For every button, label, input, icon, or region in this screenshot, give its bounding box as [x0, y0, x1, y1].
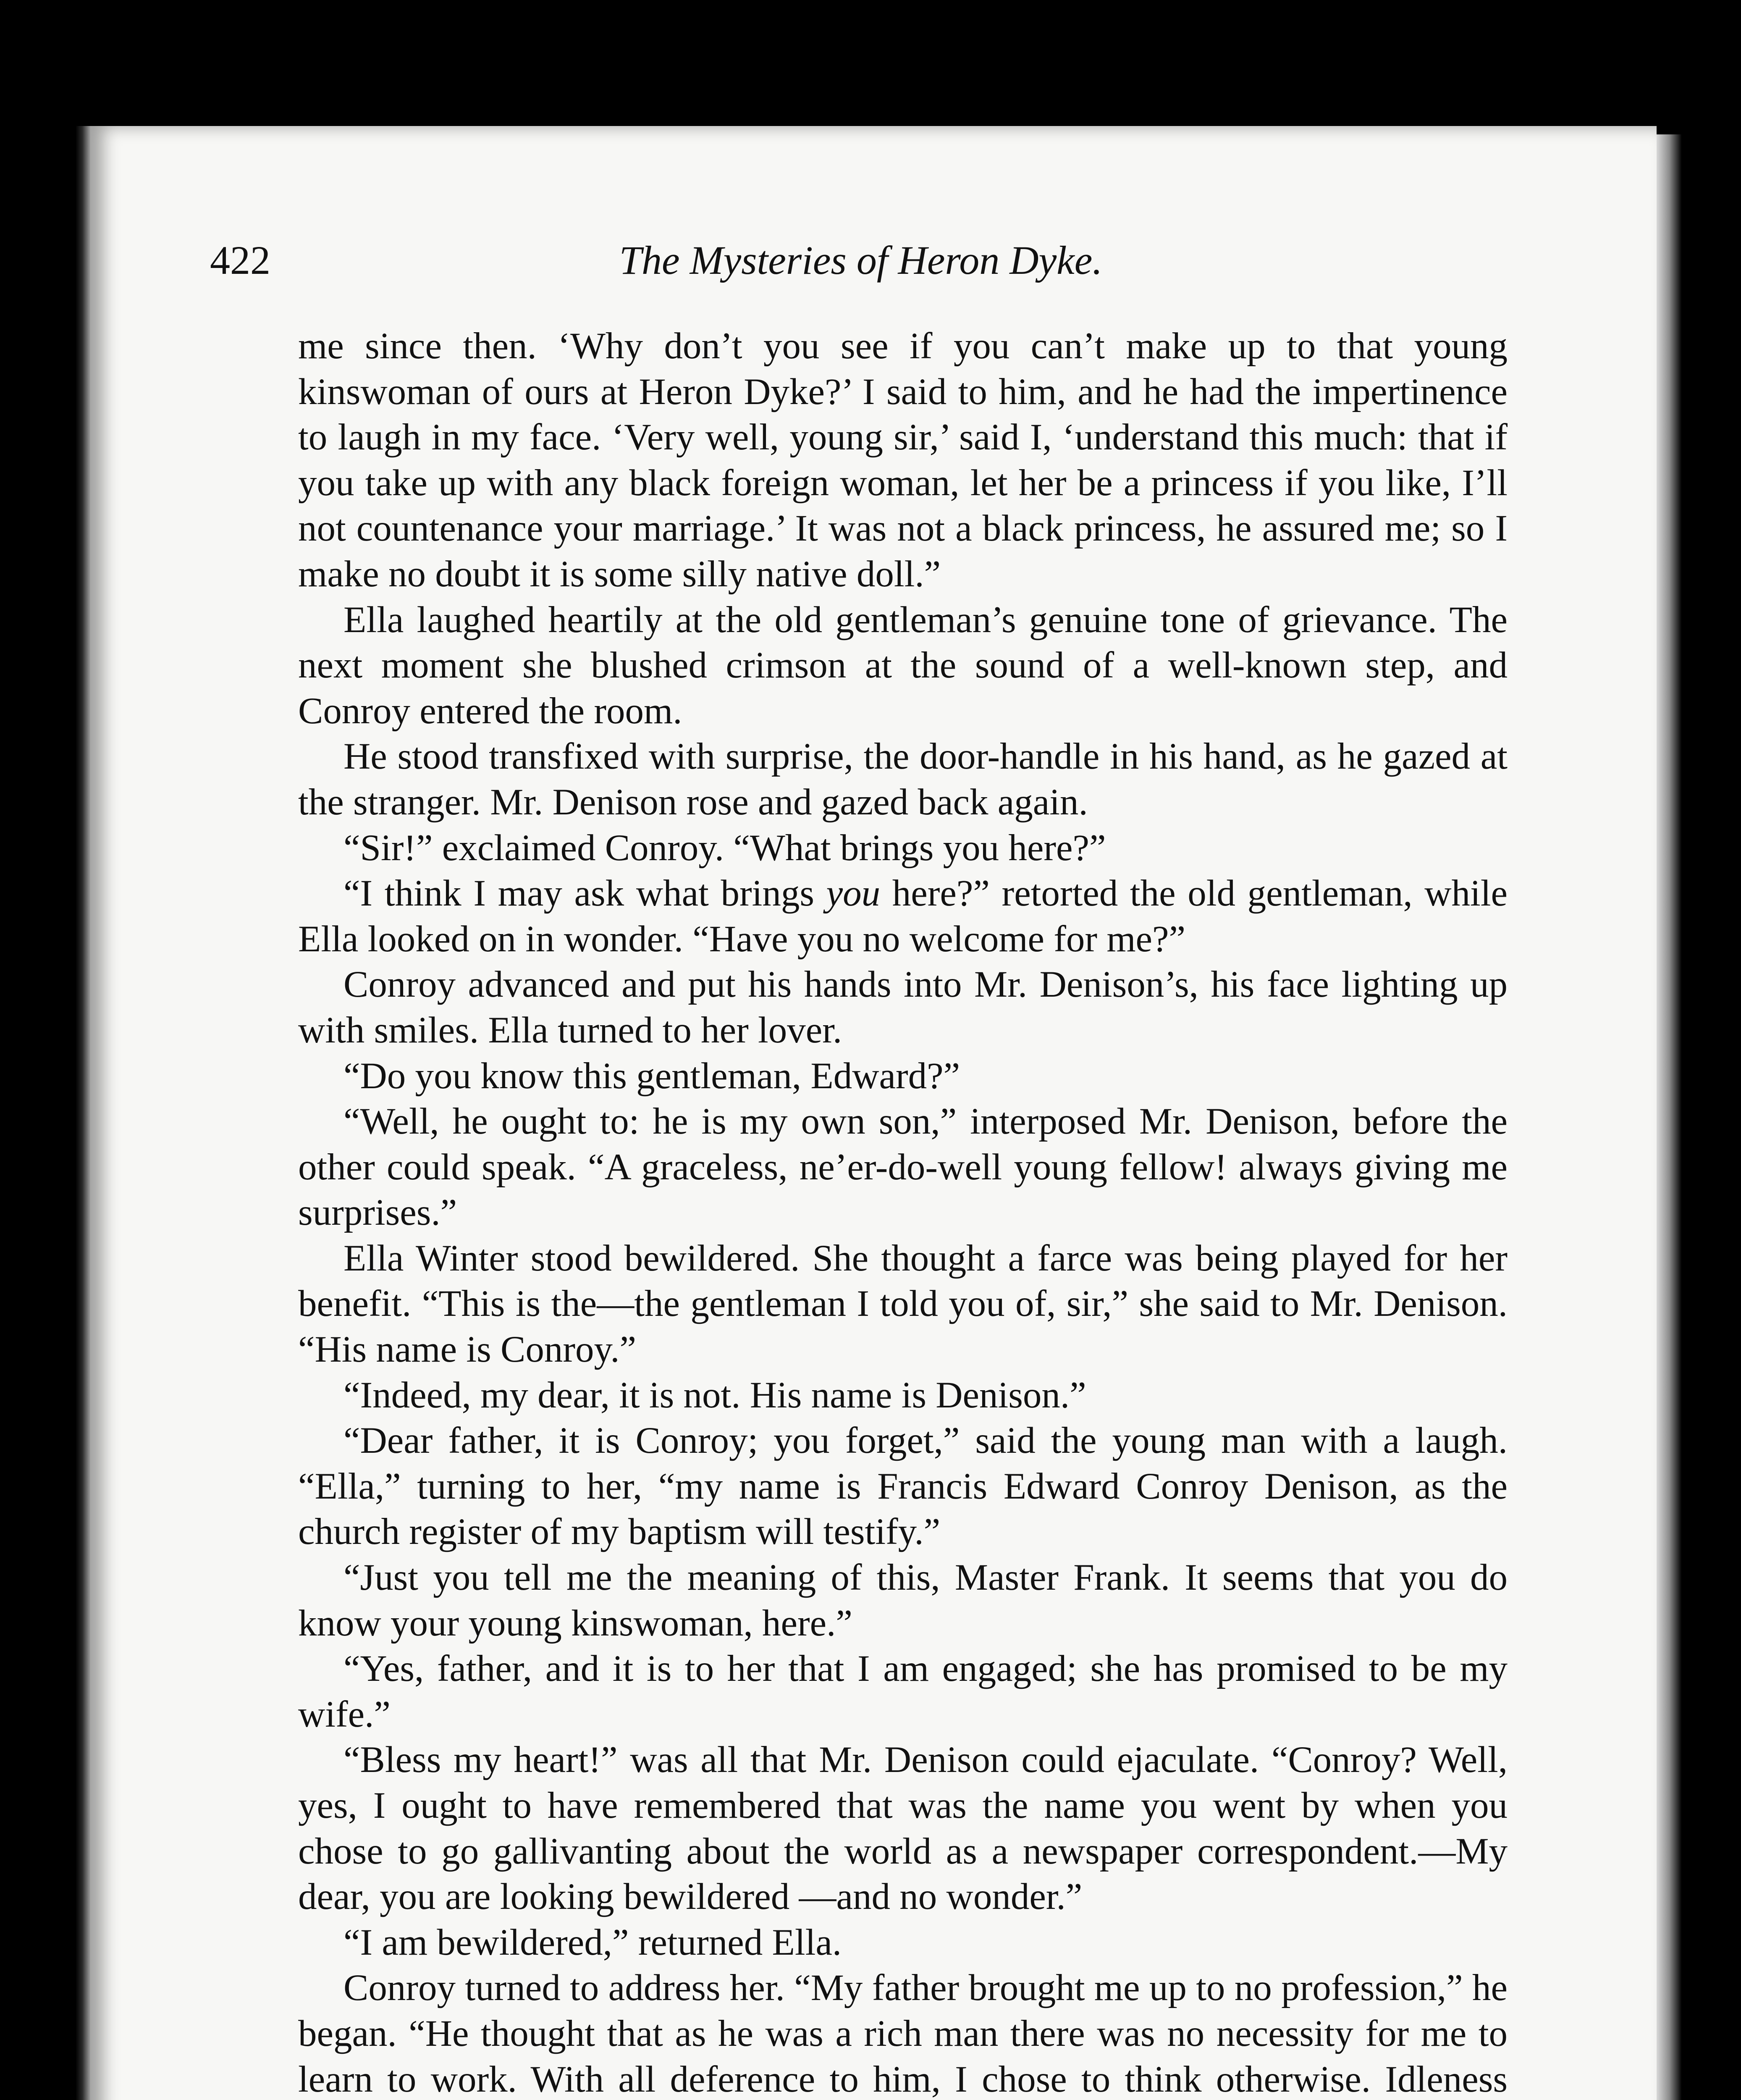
page-binding-shadow: [76, 126, 92, 2100]
paragraph: “Do you know this gentleman, Edward?”: [343, 1055, 960, 1097]
running-title: The Mysteries of Heron Dyke.: [619, 238, 1103, 283]
paragraph: “Bless my heart!” was all that Mr. Denison could ejaculate. “Conroy? Well, yes, I ought to have remembered that was the name you went by when you chose to go gallivanting about the world as a newspaper correspondent.—My dear, you are looking bewildered —and no wonder.”: [298, 1739, 1508, 1918]
page-stack-edge: [1657, 134, 1682, 2100]
paragraph: “Dear father, it is Conroy; you forget,” said the young man with a laugh. “Ella,” turning to her, “my name is Francis Edward Conroy Denison, as the church register of my baptism will testify.”: [298, 1420, 1508, 1553]
page-number: 422: [210, 238, 270, 283]
paragraph: “Well, he ought to: he is my own son,” interposed Mr. Denison, before the other could speak. “A graceless, ne’er-do-well young fellow! always giving me surprises.”: [298, 1101, 1508, 1234]
emphasis: you: [826, 873, 881, 914]
paragraph: Conroy turned to address her. “My father brought me up to no profession,” he began. “He thought that as he was a rich man there was no necessity for me to learn to work. With all deference to him, I chose to think otherwise. Idleness: [298, 1967, 1508, 2100]
paragraph: Ella laughed heartily at the old gentleman’s genuine tone of grievance. The next moment she blushed crimson at the sound of a well-known step, and Conroy entered the room.: [298, 599, 1508, 732]
paragraph: Conroy advanced and put his hands into Mr. Denison’s, his face lighting up with smiles. Ella turned to her lover.: [298, 964, 1508, 1051]
paragraph: Ella Winter stood bewildered. She thought a farce was being played for her benefit. “This is the—the gentleman I told you of, sir,” she said to Mr. Denison. “His name is Conroy.”: [298, 1237, 1508, 1370]
paragraph: “Indeed, my dear, it is not. His name is Denison.”: [343, 1374, 1086, 1416]
page-header: [210, 229, 1512, 292]
paragraph: “Yes, father, and it is to her that I am engaged; she has promised to be my wife.”: [298, 1648, 1508, 1735]
paragraph: He stood transfixed with surprise, the door-handle in his hand, as he gazed at the stranger. Mr. Denison rose and gazed back again.: [298, 736, 1508, 823]
paragraph: “Just you tell me the meaning of this, Master Frank. It seems that you do know your young kinswoman, here.”: [298, 1557, 1508, 1644]
paragraph: “Sir!” exclaimed Conroy. “What brings you here?”: [343, 827, 1106, 869]
body-text: [298, 323, 1508, 2100]
paragraph: “I think I may ask what brings you here?” retorted the old gentleman, while Ella looked on in wonder. “Have you no welcome for me?”: [298, 873, 1508, 960]
paragraph: “I am bewildered,” returned Ella.: [343, 1922, 842, 1963]
paragraph: me since then. ‘Why don’t you see if you can’t make up to that young kinswoman of ours at Heron Dyke?’ I said to him, and he had the impertinence to laugh in my face. ‘Very well, young sir,’ said I, ‘understand this much: that if you take up with any black foreign woman, let her be a princess if you like, I’ll not countenance your marriage.’ It was not a black princess, he assured me; so I make no doubt it is some silly native doll.”: [298, 326, 1508, 595]
